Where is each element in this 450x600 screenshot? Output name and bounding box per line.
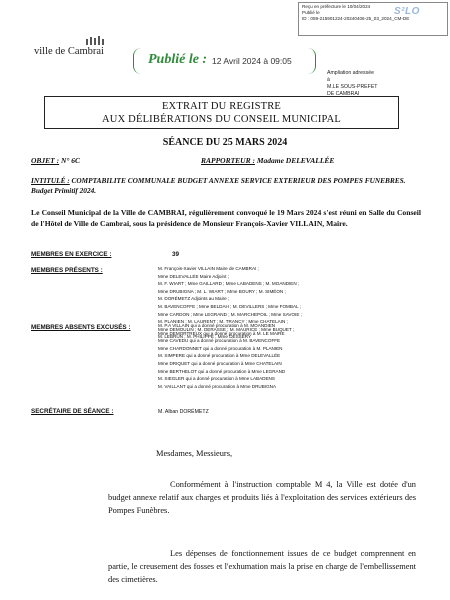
ampliation-line: DE CAMBRAI bbox=[327, 91, 360, 97]
city-towers-icon bbox=[84, 36, 110, 46]
ampliation-note bbox=[327, 70, 377, 98]
body-paragraph-2: Les dépenses de fonctionnement issues de ce budget comprennent en partie, le creusement des fosses et l'exhumation mais la prise en charge de l'embellissement des cimetières. bbox=[108, 549, 416, 584]
list-item: M. SIMPERE qui a donné procuration à Mme DELEVALLÉE bbox=[158, 353, 281, 359]
list-item: Mme DEMORTREUX qui a donné procuration à M. LE MAIRE bbox=[158, 330, 285, 336]
members-absent-list bbox=[158, 322, 358, 390]
document-header bbox=[44, 96, 399, 129]
rapporteur bbox=[201, 156, 334, 165]
list-item: M. BAVENCOFFE ; Mme BELDAH ; M. DEVILLERS ; Mme FOMBAL ; bbox=[158, 303, 301, 309]
stamp-published: Publié le bbox=[302, 10, 320, 16]
objet-value: N° 6C bbox=[61, 156, 81, 165]
intro-paragraph: Le Conseil Municipal de la Ville de CAMBRAI, régulièrement convoqué le 19 Mars 2024 s'est réuni en Salle du Conseil de l'Hôtel de Ville de Cambrai, sous la présidence de Monsieur François-Xavier VILLAIN, Maire. bbox=[31, 208, 421, 228]
intitule-value: COMPTABILITE COMMUNALE BUDGET ANNEXE SERVICE EXTERIEUR DES POMPES FUNEBRES. Budget Primitif 2024. bbox=[31, 176, 406, 195]
list-item: Mme DRUBIGNA ; M. L. WIART ; Mme BOURY ; M. SIMÉON ; bbox=[158, 288, 286, 294]
list-item: Mme BERTHELOT qui a donné procuration à Mme LEGRAND bbox=[158, 368, 286, 374]
stamp-id: ID : 059-215901224-20240406-25_03_2024_CM-DE bbox=[302, 16, 410, 22]
ampliation-line: M.LE SOUS-PREFET bbox=[327, 84, 378, 90]
secretary-value: M. Alban DORÉMETZ bbox=[158, 409, 209, 415]
list-item: Mme DELEVALLÉE Maire Adjoint ; bbox=[158, 273, 229, 279]
objet-label: OBJET : bbox=[31, 156, 60, 165]
salutation: Mesdames, Messieurs, bbox=[156, 449, 233, 458]
header-line-1: EXTRAIT DU REGISTRE bbox=[161, 101, 282, 112]
list-item: M. VAILLANT qui a donné procuration à Mme DRUBIGNA bbox=[158, 383, 277, 389]
s2lo-logo: S²LO bbox=[394, 6, 420, 17]
body-paragraph-1: Conformément à l'instruction comptable M 4, la Ville est dotée d'un budget annexe relatif aux charges et produits liés à l'exploitation des services extérieurs des Pompes Funèbres. bbox=[108, 480, 416, 515]
members-in-office-count: 39 bbox=[172, 251, 180, 258]
list-item: M. DORÉMETZ Adjoints au Maire ; bbox=[158, 296, 230, 302]
members-absent-label: MEMBRES ABSENTS EXCUSÉS : bbox=[31, 324, 131, 331]
intitule-label: INTITULÉ : bbox=[31, 176, 70, 185]
list-item: Mme DRIQUET qui a donné procuration à Mme CHATELAIN bbox=[158, 360, 282, 366]
objet bbox=[31, 156, 80, 165]
prefecture-stamp bbox=[298, 2, 448, 36]
list-item: Mme CAVEDU qui a donné procuration à M. BAVENCOFFE bbox=[158, 338, 281, 344]
city-name: ville de Cambrai bbox=[34, 46, 104, 57]
city-logo bbox=[34, 36, 126, 66]
published-badge bbox=[133, 48, 316, 74]
members-present-label: MEMBRES PRÉSENTS : bbox=[31, 267, 103, 274]
list-item: M. PLANIEN ; M. LAURENT ; M. TRANCY ; Mme CHATELAIN ; bbox=[158, 319, 288, 325]
published-date: 12 Avril 2024 à 09:05 bbox=[212, 56, 292, 66]
members-in-office-label: MEMBRES EN EXERCICE : bbox=[31, 251, 112, 258]
list-item: M. François-Xavier VILLAIN Maire de CAMBRAI ; bbox=[158, 266, 259, 271]
list-item: Mme CARDON ; Mme LEGRAND ; M. MARCHEPOIL ; Mme SAVOIE ; bbox=[158, 311, 302, 317]
session-date: SÉANCE DU 25 MARS 2024 bbox=[162, 137, 288, 148]
stamp-received: Reçu en préfecture le 10/04/2024 bbox=[302, 4, 371, 9]
header-line-2: AUX DÉLIBÉRATIONS DU CONSEIL MUNICIPAL bbox=[102, 114, 341, 125]
ampliation-line: à bbox=[327, 77, 330, 83]
rapporteur-value: Madame DELEVALLÉE bbox=[256, 156, 335, 165]
secretary-label: SECRÉTAIRE DE SÉANCE : bbox=[31, 408, 114, 415]
list-item: Mme CHARDONNET qui a donné procuration à M. PLANIEN bbox=[158, 345, 283, 351]
list-item: M. F. WIART ; Mme GAILLARD ; Mme LABADENS ; M. MOANDIEN ; bbox=[158, 281, 300, 287]
rapporteur-label: RAPPORTEUR : bbox=[201, 156, 255, 165]
ampliation-line: Ampliation adressée bbox=[327, 70, 375, 76]
list-item: M. SIEGLER qui a donné procuration à Mme LABADENS bbox=[158, 376, 275, 382]
published-label: Publié le : bbox=[148, 52, 208, 67]
list-item: Mme DEMOULIN ; M. DERASSE ; M. MAURICE ; Mme BUQUET ; bbox=[158, 326, 295, 332]
list-item: M. LEBRUN ; M. PHILIPPE ; Mme DESSERY bbox=[158, 334, 252, 340]
intitule bbox=[31, 176, 416, 196]
list-item: M. P.A VILLAIN qui a donné procuration à M. MOANDIEN bbox=[158, 323, 276, 328]
